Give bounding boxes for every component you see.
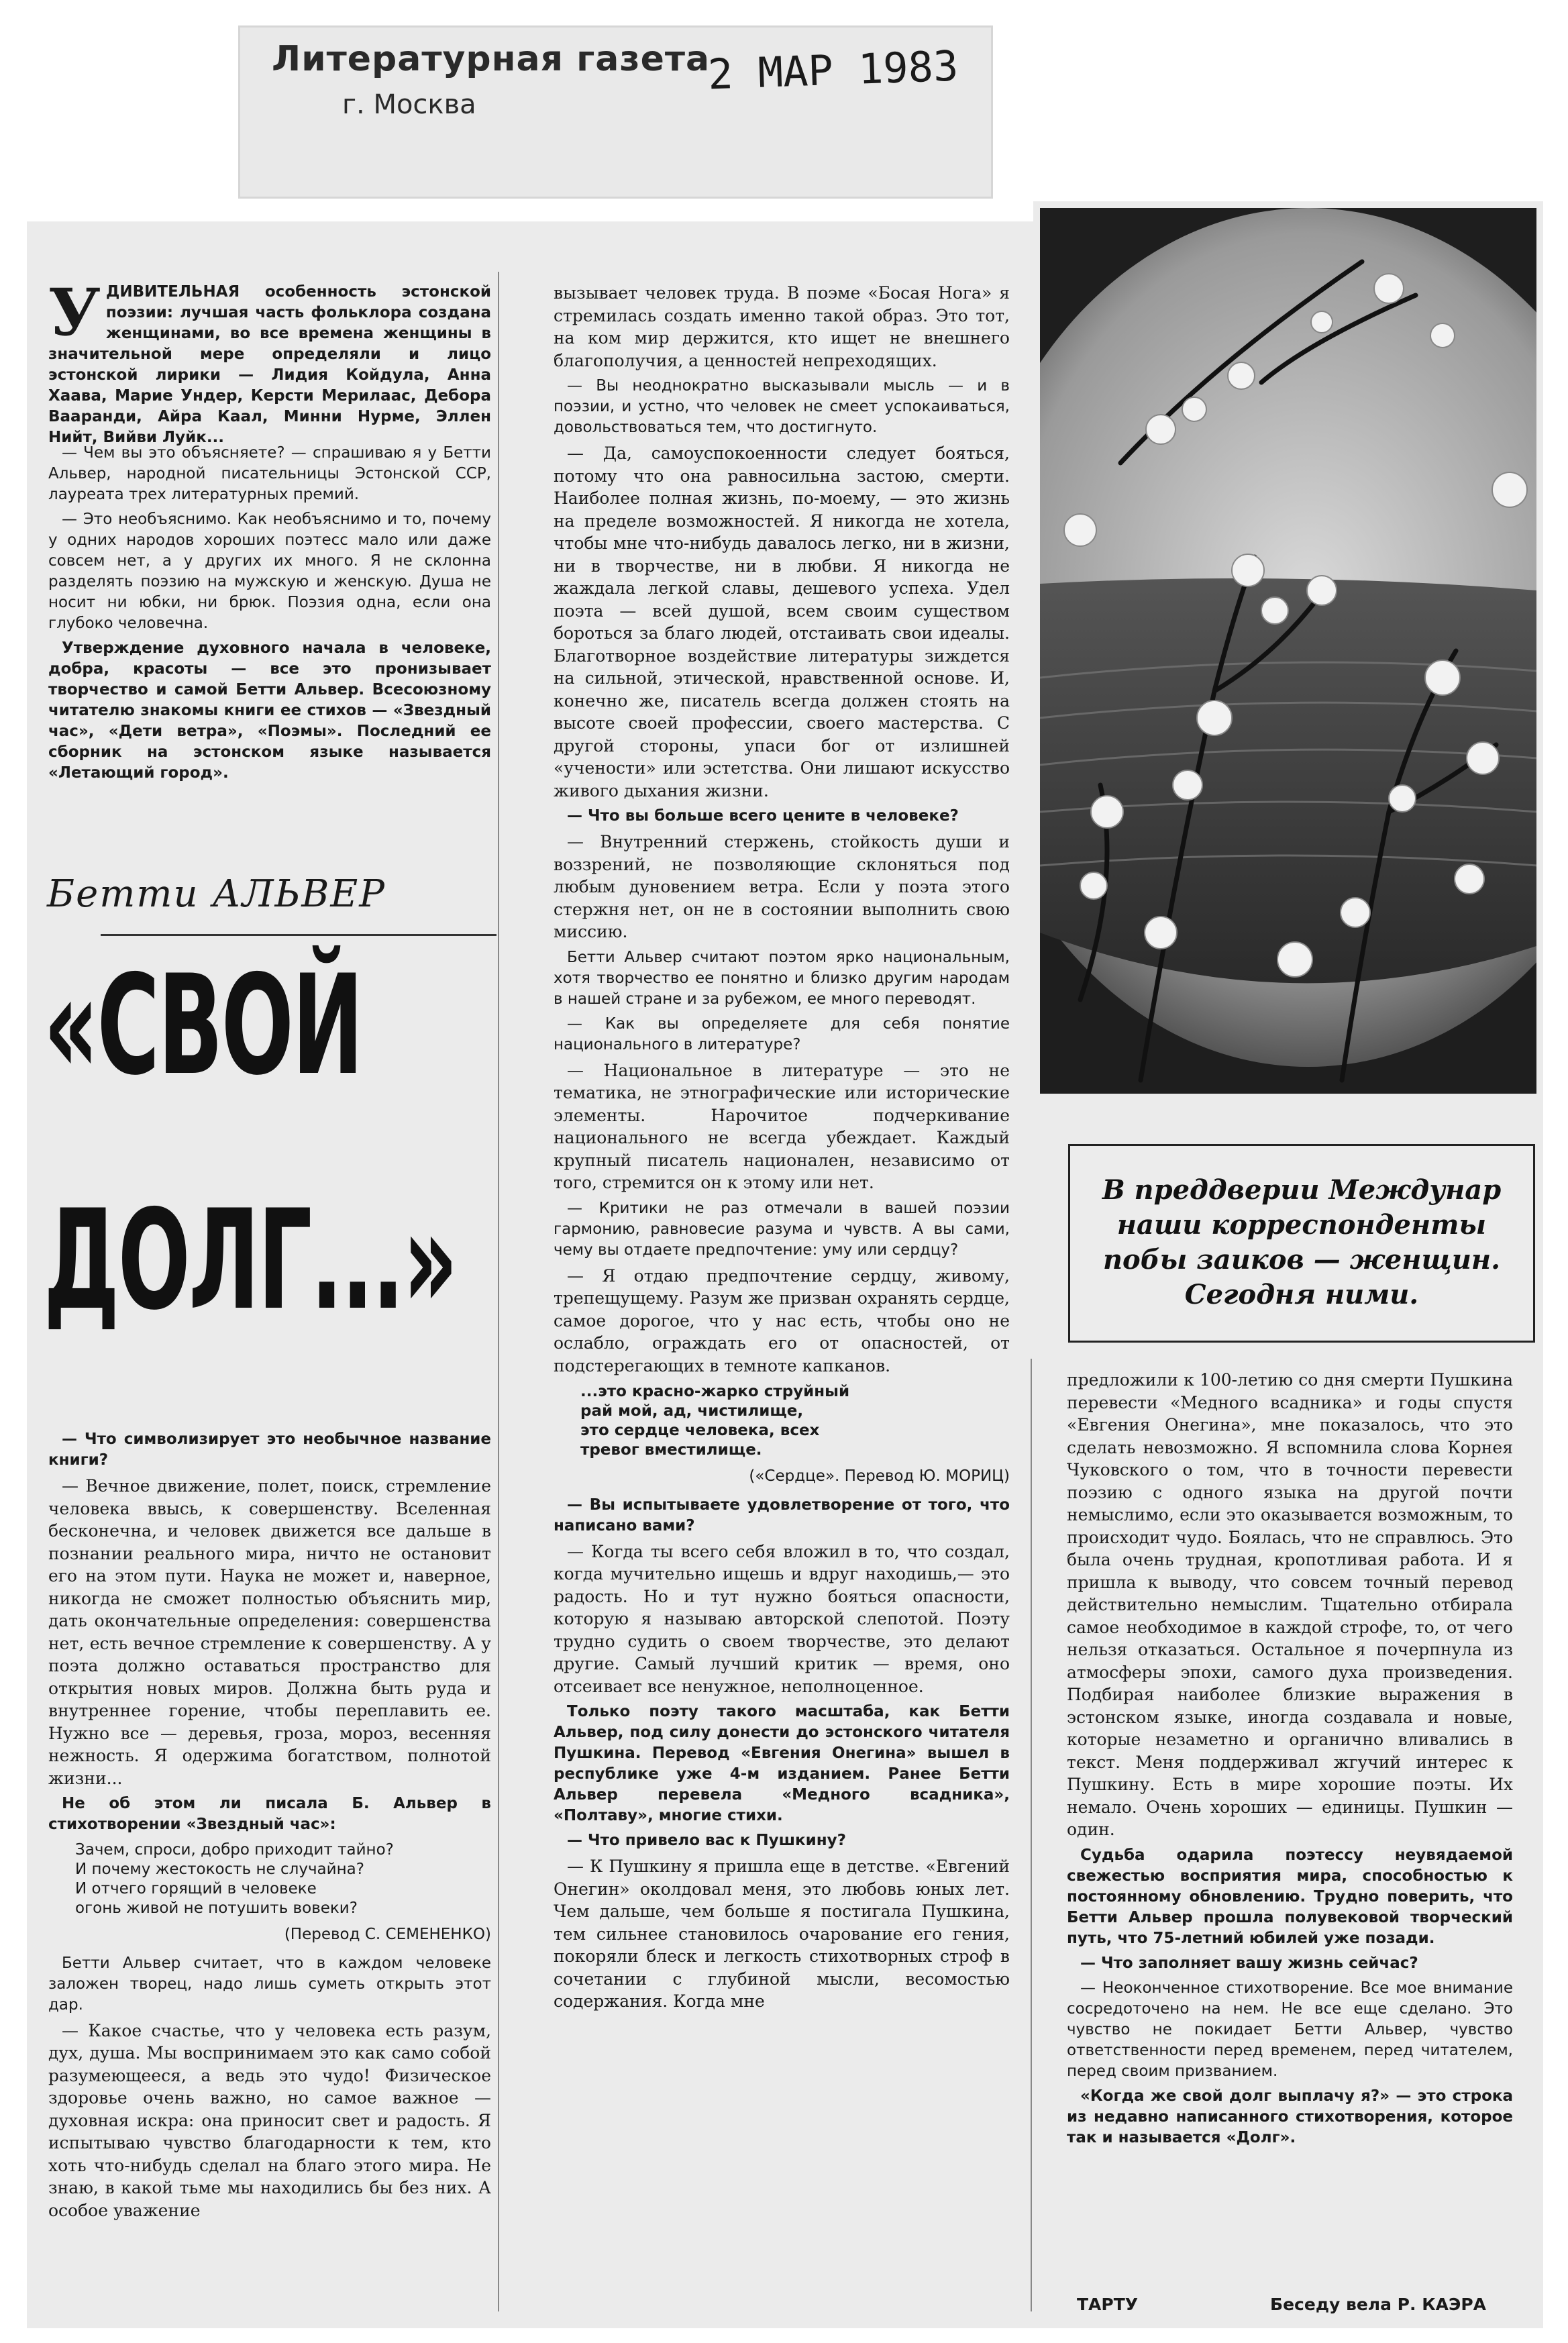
paragraph: «Когда же свой долг выплачу я?» — это строка из недавно написанного стихотворения, которое так и называется «Долг».	[1067, 2087, 1513, 2146]
question: — Что заполняет вашу жизнь сейчас?	[1080, 1954, 1418, 1972]
verse-credit: («Сердце». Перевод Ю. МОРИЦ)	[749, 1467, 1010, 1485]
paragraph: — Это необъяснимо. Как необъяснимо и то, почему у одних народов хороших поэтесс мало или даже совсем нет, а у других их много. Я не склонна разделять поэзию на мужскую и женскую. Душа не носит ни юбки, ни брюк. Поэзия одна, если она глубоко человечна.	[48, 511, 491, 632]
editorial-note	[1068, 1144, 1535, 1343]
paragraph: Не об этом ли писала Б. Альвер в стихотворении «Звездный час»:	[48, 1795, 491, 1833]
column-rule	[1031, 1359, 1032, 2311]
paragraph: — Внутренний стержень, стойкость души и воззрений, не позволяющие склоняться под любым дуновением ветра. Если у поэта этого стержня нет, он не в состоянии выполнить свою миссию.	[554, 832, 1010, 941]
photo-illustration	[1040, 208, 1536, 1094]
byline-city: ТАРТУ	[1077, 2295, 1139, 2314]
byline-credit: Беседу вела Р. КАЭРА	[1270, 2295, 1486, 2314]
verse-line: И отчего горящий в человеке	[75, 1880, 317, 1897]
paragraph: Только поэту такого масштаба, как Бетти Альвер, под силу донести до эстонского читателя Пушкина. Перевод «Евгения Онегина» вышел в республике уже 4-м изданием. Ранее Бетти Альвер перевела «Медного всадника», «Полтаву», многие стихи.	[554, 1703, 1010, 1824]
intro-continued	[48, 443, 491, 788]
paragraph: Бетти Альвер считают поэтом ярко национальным, хотя творчество ее понятно и близко другим народам в нашей стране и за рубежом, ее много переводят.	[554, 948, 1010, 1008]
verse-line: тревог вместилище.	[580, 1441, 762, 1459]
paragraph: вызывает человек труда. В поэме «Босая Нога» я стремилась создать именно такой образ. Это тот, на ком мир держится, кто ищет не внешнего благополучия, а ценностей непреходящих.	[554, 283, 1010, 370]
column-1-lower	[48, 1429, 491, 2226]
intro-block	[48, 274, 491, 452]
verse-1	[75, 1840, 491, 1918]
question: — Что привело вас к Пушкину?	[567, 1832, 846, 1849]
date-stamp: 2 МАР 1983	[707, 41, 959, 99]
verse-line: огонь живой не потушить вовеки?	[75, 1899, 358, 1917]
headline-line-1: «СВОЙ	[44, 946, 362, 1106]
verse-2	[580, 1382, 1010, 1460]
paragraph: Бетти Альвер считает, что в каждом человеке заложен творец, надо лишь суметь открыть этот дар.	[48, 1954, 491, 2014]
verse-line: Зачем, спроси, добро приходит тайно?	[75, 1841, 394, 1859]
paragraph: — Вечное движение, полет, поиск, стремление человека ввысь, к совершенству. Вселенная бесконечна, и человек движется все дальше в познании реального мира, ничто не остановит его на этом пути. Наука не может и, наверное, никогда не сможет полностью объяснить мир, дать окончательные определения: совершенства нет, есть вечное стремление к совершенству. А у поэта должно оставаться пространство для открытия новых миров. Должна быть руда и внутреннее горение, чтобы переплавить ее. Нужно все — деревья, гроза, мороз, весенняя нежность. Я одержима богатством, полнотой жизни...	[48, 1476, 491, 1788]
paragraph: — Чем вы это объясняете? — спрашиваю я у Бетти Альвер, народной писательницы Эстонской ССР, лауреата трех литературных премий.	[48, 444, 491, 503]
verse-credit: (Перевод С. СЕМЕНЕНКО)	[284, 1926, 491, 1943]
verse-line: И почему жестокость не случайна?	[75, 1861, 364, 1878]
author-name: Бетти АЛЬВЕР	[47, 872, 386, 916]
newspaper-city: г. Москва	[342, 89, 476, 120]
newspaper-title: Литературная газета	[272, 39, 711, 79]
column-3	[1067, 1369, 1513, 2152]
paragraph: — Когда ты всего себя вложил в то, что создал, когда мучительно ищешь и вдруг находишь,— это радость. Но и тут нужно бояться опасности, которую я называю авторской слепотой. Поэту трудно судить о своем творчестве, это делают другие. Самый лучший критик — время, оно отсеивает все ненужное, неполноценное.	[554, 1541, 1010, 1696]
editorial-text: В преддверии Междунар наши корреспонденты побы заиков — женщин. Сегодня ними.	[1102, 1174, 1502, 1310]
verse-line: ...это красно-жарко струйный	[580, 1383, 850, 1400]
question: — Вы испытываете удовлетворение от того, что написано вами?	[554, 1496, 1010, 1534]
question: — Критики не раз отмечали в вашей поэзии гармонию, равновесие разума и чувств. А вы сами, чему вы отдаете предпочтение: уму или сердцу?	[554, 1199, 1010, 1259]
paragraph: Утверждение духовного начала в человеке, добра, красоты — все это пронизывает творчество и самой Бетти Альвер. Всесоюзному читателю знакомы книги ее стихов — «Звездный час», «Дети ветра», «Поэмы». Последний ее сборник на эстонском языке называется «Летающий город».	[48, 639, 491, 782]
author-underline	[101, 934, 496, 936]
masthead-clipping	[238, 25, 993, 199]
column-2	[554, 282, 1010, 2017]
question: — Что вы больше всего цените в человеке?	[567, 807, 959, 825]
paragraph: — Национальное в литературе — это не тематика, не этнографические или исторические элементы. Нарочитое подчеркивание национального не всегда убеждает. Каждый крупный писатель националeн, независимо от того, стремится он к этому или нет.	[554, 1060, 1010, 1192]
question: — Как вы определяете для себя понятие национального в литературе?	[554, 1014, 1010, 1053]
paragraph: — Неоконченное стихотворение. Все мое внимание сосредоточено на нем. Не все еще сделано. Это чувство не покидает Бетти Альвер, чувство ответственности перед временем, перед читателем, перед своим призванием.	[1067, 1979, 1513, 2080]
paragraph: — К Пушкину я пришла еще в детстве. «Евгений Онегин» околдовал меня, это любовь юных лет. Чем дальше, чем больше я постигала Пушкина, тем сильнее становилось очарование его гения, покоряли блеск и легкость стихотворных строф в сочетании с глубиной мысли, весомостью содержания. Когда мне	[554, 1857, 1010, 2011]
verse-line: рай мой, ад, чистилище,	[580, 1402, 804, 1420]
paragraph: — Какое счастье, что у человека есть разум, дух, душа. Мы воспринимаем это как само собой разумеющееся, а ведь это чудо! Физическое здоровье очень важно, но самое важное — духовная искра: она приносит свет и радость. Я испытываю чувство благодарности к тем, кто хоть что-нибудь сделал на благо этого мира. Не знаю, в какой тьме мы находились бы без них. А особое уважение	[48, 2020, 491, 2220]
intro-text: ДИВИТЕЛЬНАЯ особенность эстонской поэзии: лучшая часть фольклора создана женщинами, во все времена женщины в значительной мере определяли и лицо эстонской лирики — Лидия Койдула, Анна Хаава, Марие Ундер, Керсти Мерилаас, Дебора Вааранди, Айра Каал, Минни Нурме, Эллен Нийт, Вийви Луйк...	[48, 283, 491, 446]
column-rule	[498, 272, 499, 2311]
headline-line-2: ДОЛГ...»	[44, 1181, 456, 1341]
drop-cap: У	[48, 274, 101, 350]
spring-branches-photo	[1040, 208, 1536, 1094]
paragraph: предложили к 100-летию со дня смерти Пушкина перевести «Медного всадника» и годы спустя «Евгения Онегина», мне показалось, что это сделать невозможно. Я вспомнила слова Корнея Чуковского о том, что в точности перевести поэзию с одного языка на другой почти немыслимо, если это оказывается возможным, то происходит чудо. Боялась, что не справлюсь. Это была очень трудная, кропотливая работа. И я пришла к выводу, что совсем точный перевод действительно немыслим. Тщательно отбирала самое необходимое в каждой строфе, то, от чего нельзя отказаться. Остальное я почерпнула из атмосферы эпохи, самого духа произведения. Подбирая наиболее близкие выражения в эстонском языке, иногда создавала и новые, которые незаметно и органично вливались в текст. Меня поддерживал жгучий интерес к Пушкину. Есть в мире хорошие поэты. Их немало. Очень хороших — единицы. Пушкин — один.	[1067, 1370, 1513, 1839]
question: — Что символизирует это необычное название книги?	[48, 1430, 491, 1469]
paragraph: Судьба одарила поэтессу неувядаемой свежестью восприятия мира, способностью к постоянному обновлению. Трудно поверить, что Бетти Альвер прошла полувековой творческий путь, что 75-летний юбилей уже позади.	[1067, 1846, 1513, 1947]
paragraph: — Да, самоуспокоенности следует бояться, потому что она равносильна застою, смерти. Наиболее полная жизнь, по-моему, — это жизнь на пределе возможностей. Я никогда не хотела, чтобы мне что-нибудь давалось легко, ни в жизни, ни в творчестве, ни в любви. Я никогда не жаждала легкой славы, дешевого успеха. Удел поэта — всей душой, всем своим существом бороться за благо людей, отстаивать свои идеалы. Благотворное воздействие литературы зиждется на сильной, этической, нравственной основе. И, конечно же, писатель всегда должен стоять на высоте своей профессии, своего мастерства. С другой стороны, упаси бог от излишней «учености» или эстетства. Они лишают искусство живого дыхания жизни.	[554, 444, 1010, 800]
paragraph: — Я отдаю предпочтение сердцу, живому, трепещущему. Разум же призван охранять сердце, самое дорогое, что у нас есть, чтобы оно не ослабло, ограждать его от опасностей, от подстерегающих в темноте капканов.	[554, 1265, 1010, 1375]
verse-line: это сердце человека, всех	[580, 1422, 820, 1439]
question: — Вы неоднократно высказывали мысль — и в поэзии, и устно, что человек не смеет успокаиваться, довольствоваться тем, что достигнуто.	[554, 377, 1010, 436]
